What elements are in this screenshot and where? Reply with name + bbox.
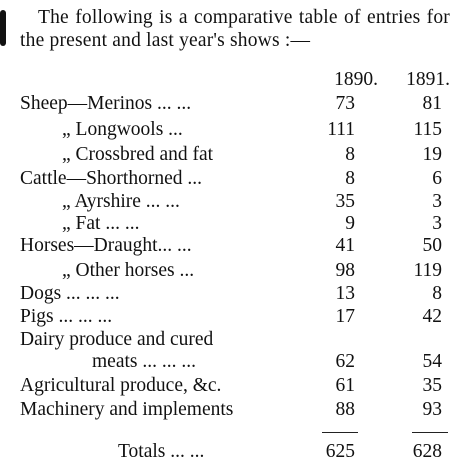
value-1890: 41 xyxy=(335,235,355,256)
value-1890: 9 xyxy=(345,213,355,234)
value-1891: 19 xyxy=(422,144,442,165)
row-label: „ Ayrshire ... ... xyxy=(62,191,180,212)
value-1891: 35 xyxy=(422,375,442,396)
value-1890: 73 xyxy=(335,93,355,114)
value-1890: 62 xyxy=(335,351,355,372)
intro-paragraph: The following is a comparative table of entries for the present and last year's shows :— xyxy=(20,7,450,51)
row-label: Dairy produce and cured xyxy=(20,329,214,350)
row-label: Dogs ... ... ... xyxy=(20,283,120,304)
row-label: „ Crossbred and fat xyxy=(62,144,214,165)
margin-mark xyxy=(0,10,6,46)
value-1890: 111 xyxy=(327,119,355,140)
value-1890: 98 xyxy=(335,260,355,281)
total-1891: 628 xyxy=(412,441,442,462)
row-label: Cattle—Shorthorned ... xyxy=(20,168,202,189)
year-1890-header: 1890. xyxy=(334,69,378,90)
value-1890: 88 xyxy=(335,399,355,420)
row-label: Agricultural produce, &c. xyxy=(20,375,222,396)
value-1891: 3 xyxy=(432,191,442,212)
value-1891: 3 xyxy=(432,213,442,234)
value-1891: 50 xyxy=(422,235,442,256)
value-1890: 13 xyxy=(335,283,355,304)
value-1891: 93 xyxy=(422,399,442,420)
totals-rule-1890 xyxy=(322,432,358,433)
row-label: Sheep—Merinos ... ... xyxy=(20,93,192,114)
value-1891: 42 xyxy=(422,306,442,327)
totals-label: Totals ... ... xyxy=(118,441,205,462)
row-label: „ Fat ... ... xyxy=(62,213,140,234)
row-label: Pigs ... ... ... xyxy=(20,306,113,327)
value-1891: 6 xyxy=(432,168,442,189)
value-1890: 8 xyxy=(345,168,355,189)
value-1891: 119 xyxy=(413,260,442,281)
value-1891: 54 xyxy=(422,351,442,372)
total-1890: 625 xyxy=(325,441,355,462)
row-label: „ Longwools ... xyxy=(62,119,183,140)
value-1891: 8 xyxy=(432,283,442,304)
value-1890: 35 xyxy=(335,191,355,212)
value-1890: 61 xyxy=(335,375,355,396)
row-label: Horses—Draught... ... xyxy=(20,235,192,256)
totals-rule-1891 xyxy=(412,432,448,433)
year-1891-header: 1891. xyxy=(406,69,450,90)
row-label: meats ... ... ... xyxy=(92,351,196,372)
value-1890: 17 xyxy=(335,306,355,327)
row-label: „ Other horses ... xyxy=(62,260,195,281)
row-label: Machinery and implements xyxy=(20,399,234,420)
value-1891: 115 xyxy=(413,119,442,140)
value-1890: 8 xyxy=(345,144,355,165)
value-1891: 81 xyxy=(422,93,442,114)
